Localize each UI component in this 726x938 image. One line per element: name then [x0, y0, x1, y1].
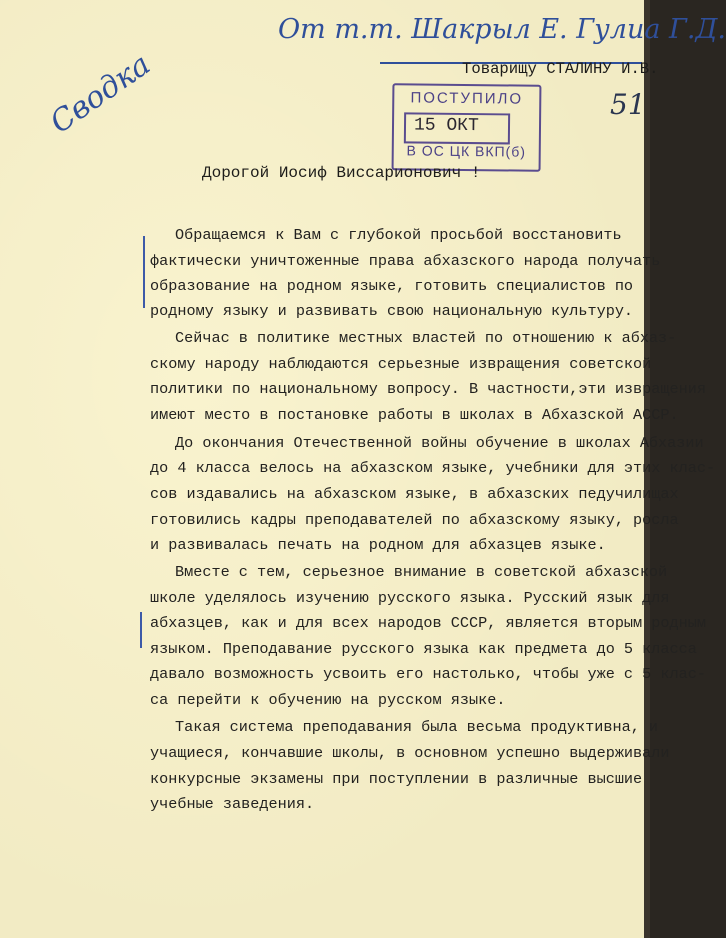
body-line: готовились кадры преподавателей по абхазскому языку, росла	[150, 511, 679, 529]
greeting: Дорогой Иосиф Виссарионович !	[202, 164, 481, 182]
body-line: учебные заведения.	[150, 795, 315, 813]
stamp-top-text: ПОСТУПИЛО	[410, 89, 524, 108]
margin-mark-bottom	[140, 612, 142, 648]
stamp-bottom-text: В ОС ЦК ВКП(б)	[406, 142, 527, 160]
body-line: Вместе с тем, серьезное внимание в советской абхазской	[175, 563, 668, 581]
margin-mark-top	[143, 236, 145, 308]
handwritten-header: От т.т. Шакрыл Е. Гулиа Г.Д.	[278, 14, 726, 45]
body-line: Сейчас в политике местных властей по отношению к абхаз-	[175, 329, 677, 347]
body-line: абхазцев, как и для всех народов СССР, является вторым родным	[150, 614, 706, 632]
body-line: сов издавались на абхазском языке, в абхазских педучилищах	[150, 485, 679, 503]
body-line: Обращаемся к Вам с глубокой просьбой восстановить	[175, 226, 622, 244]
body-line: учащиеся, кончавшие школы, в основном успешно выдерживали	[150, 744, 670, 762]
body-line: языком. Преподавание русского языка как предмета до 5 класса	[150, 640, 697, 658]
body-line: скому народу наблюдаются серьезные извращения советской	[150, 355, 652, 373]
body-line: конкурсные экзамены при поступлении в различные высшие	[150, 770, 643, 788]
body-line: до 4 класса велось на абхазском языке, учебники для этих клас-	[150, 459, 716, 477]
received-stamp	[392, 83, 542, 172]
addressee: Товарищу СТАЛИНУ И.В.	[462, 60, 659, 78]
body-line: са перейти к обучению на русском языке.	[150, 691, 506, 709]
body-line: имеют место в постановке работы в школах в Абхазской АССР.	[150, 406, 679, 424]
body-line: образование на родном языке, готовить специалистов по	[150, 277, 634, 295]
body-line: и развивалась печать на родном для абхазцев языке.	[150, 536, 606, 554]
body-line: политики по национальному вопросу. В частности,эти извращения	[150, 380, 706, 398]
stamp-date: 15 ОКТ	[413, 115, 479, 137]
body-line: Такая система преподавания была весьма продуктивна, и	[175, 718, 659, 736]
body-line: родному языку и развивать свою национальную культуру.	[150, 302, 634, 320]
handwritten-page-number: 51	[610, 88, 646, 121]
body-line: школе уделялось изучению русского языка. Русский язык для	[150, 589, 670, 607]
body-line: До окончания Отечественной войны обучение в школах Абхазии	[175, 434, 704, 452]
body-line: давало возможность усвоить его настолько, чтобы уже с 5 клас-	[150, 665, 706, 683]
handwritten-side-note: Сводка	[44, 47, 157, 141]
body-line: фактически уничтоженные права абхазского народа получать	[150, 252, 661, 270]
